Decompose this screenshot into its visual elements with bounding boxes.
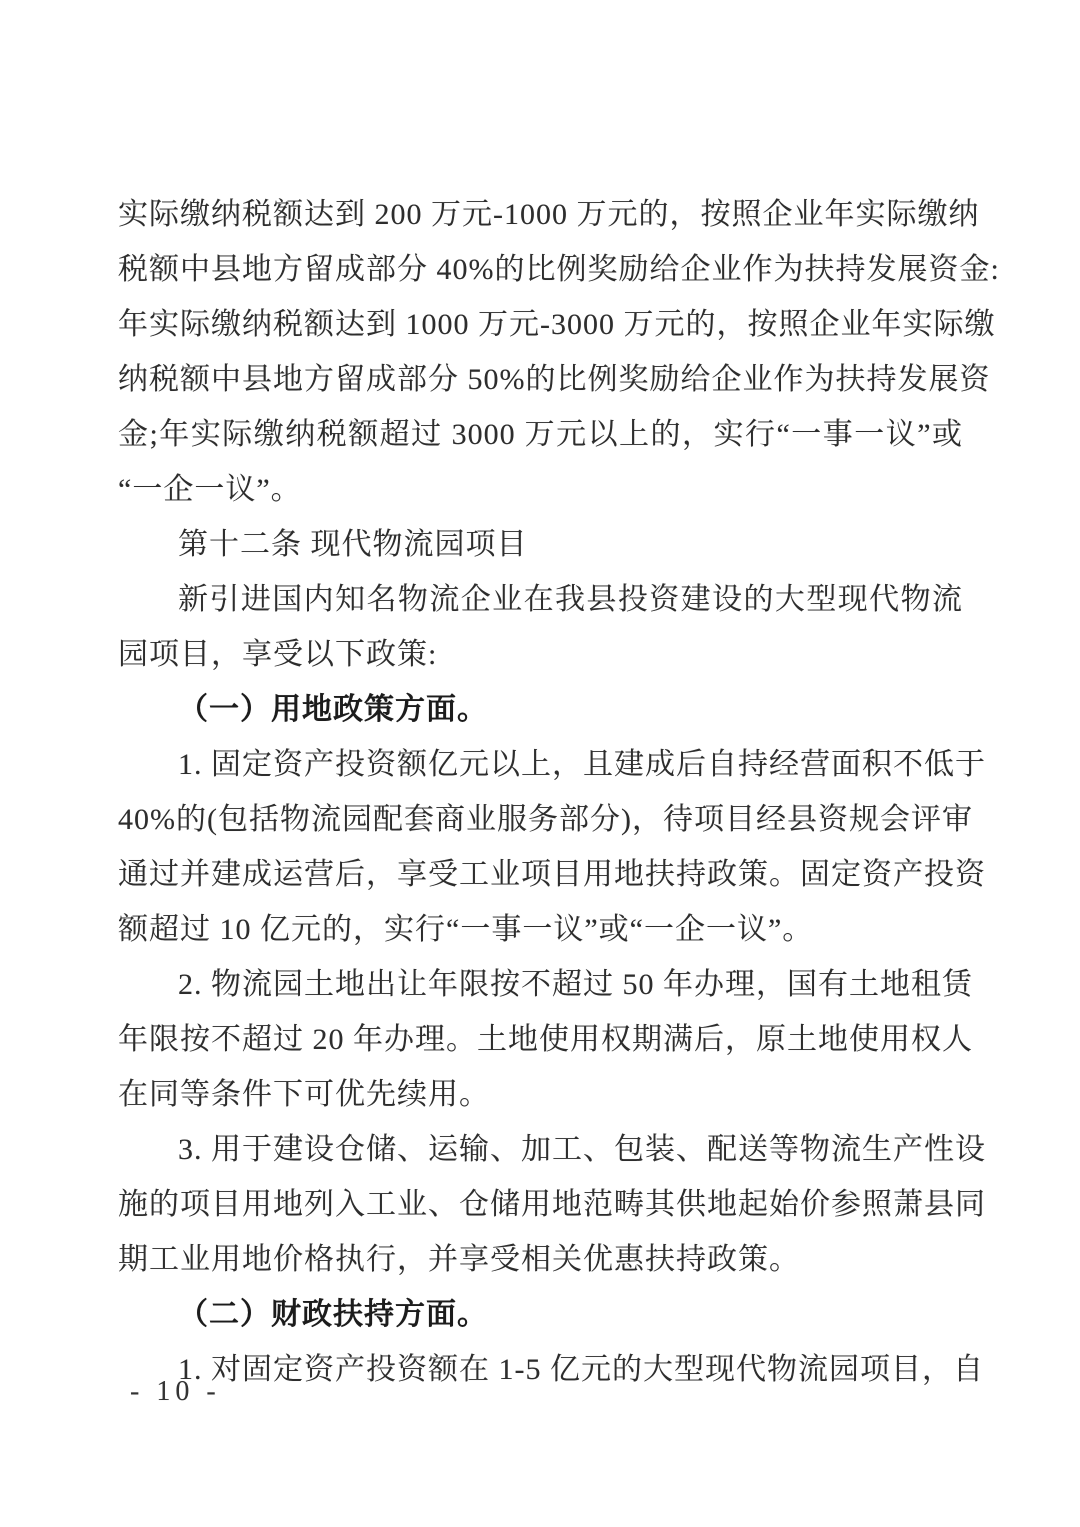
line-10-section-heading: （一）用地政策方面。 <box>178 693 488 726</box>
line-09: 园项目，享受以下政策: <box>118 638 438 671</box>
document-text-block <box>118 187 1000 1397</box>
line-07-article-heading: 第十二条 现代物流园项目 <box>178 528 528 561</box>
line-01: 实际缴纳税额达到 200 万元-1000 万元的，按照企业年实际缴纳 <box>118 198 980 231</box>
line-21-section-heading: （二）财政扶持方面。 <box>178 1298 488 1331</box>
line-12: 40%的(包括物流园配套商业服务部分)，待项目经县资规会评审 <box>118 803 973 836</box>
line-02: 税额中县地方留成部分 40%的比例奖励给企业作为扶持发展资金: <box>118 253 1000 286</box>
line-03: 年实际缴纳税额达到 1000 万元-3000 万元的，按照企业年实际缴 <box>118 308 996 341</box>
line-06: “一企一议”。 <box>118 473 302 506</box>
line-11: 1. 固定资产投资额亿元以上，且建成后自持经营面积不低于 <box>178 748 986 781</box>
line-20: 期工业用地价格执行，并享受相关优惠扶持政策。 <box>118 1243 800 1276</box>
line-08: 新引进国内知名物流企业在我县投资建设的大型现代物流 <box>178 583 963 616</box>
line-13: 通过并建成运营后，享受工业项目用地扶持政策。固定资产投资 <box>118 858 986 891</box>
line-22: 1. 对固定资产投资额在 1-5 亿元的大型现代物流园项目，自 <box>178 1353 984 1386</box>
line-16: 年限按不超过 20 年办理。土地使用权期满后，原土地使用权人 <box>118 1023 973 1056</box>
page-number: - 10 - <box>130 1376 221 1407</box>
line-17: 在同等条件下可优先续用。 <box>118 1078 490 1111</box>
line-18: 3. 用于建设仓储、运输、加工、包装、配送等物流生产性设 <box>178 1133 986 1166</box>
line-04: 纳税额中县地方留成部分 50%的比例奖励给企业作为扶持发展资 <box>118 363 991 396</box>
line-15: 2. 物流园土地出让年限按不超过 50 年办理，国有土地租赁 <box>178 968 973 1001</box>
line-19: 施的项目用地列入工业、仓储用地范畴其供地起始价参照萧县同 <box>118 1188 986 1221</box>
line-14: 额超过 10 亿元的，实行“一事一议”或“一企一议”。 <box>118 913 814 946</box>
line-05: 金;年实际缴纳税额超过 3000 万元以上的，实行“一事一议”或 <box>118 418 963 451</box>
